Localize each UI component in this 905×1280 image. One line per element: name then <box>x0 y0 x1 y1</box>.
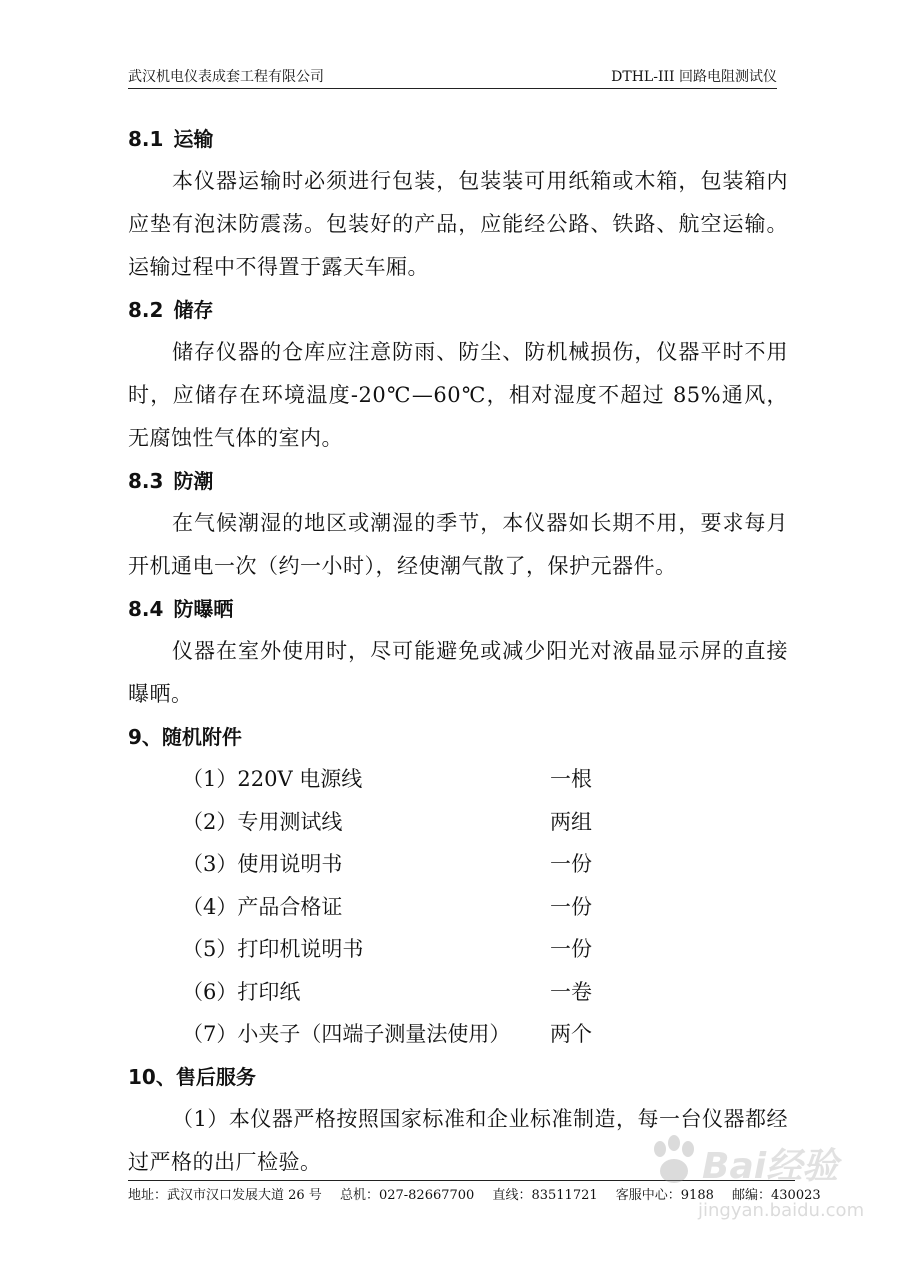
section-number: 8.4 <box>128 597 164 621</box>
item-name: 打印机说明书 <box>237 937 364 961</box>
list-item <box>128 1013 788 1056</box>
paragraph-transport: 本仪器运输时必须进行包装，包装装可用纸箱或木箱，包装箱内应垫有泡沫防震荡。包装好的产品，应能经公路、铁路、航空运输。运输过程中不得置于露天车厢。 <box>128 169 788 279</box>
item-name: 专用测试线 <box>237 809 343 834</box>
section-number: 8.1 <box>128 127 164 151</box>
paragraph-after-sales: （1）本仪器严格按照国家标准和企业标准制造，每一台仪器都经过严格的出厂检验。 <box>128 1106 788 1174</box>
section-title: 防潮 <box>173 469 214 493</box>
header-product: DTHL-III 回路电阻测试仪 <box>611 69 777 85</box>
list-item <box>128 971 788 1014</box>
paragraph-moisture: 在气候潮湿的地区或潮湿的季节，本仪器如长期不用，要求每月开机通电一次（约一小时），经使潮气散了，保护元器件。 <box>128 511 788 578</box>
item-name: 220V 电源线 <box>237 767 363 791</box>
item-quantity: 一卷 <box>550 979 592 1004</box>
item-index: （3） <box>182 852 238 876</box>
list-item <box>128 928 788 971</box>
section-heading-sunlight <box>128 588 788 630</box>
list-item <box>128 758 788 801</box>
item-quantity: 一根 <box>550 767 592 791</box>
watermark-brand: Bai经验 <box>702 1146 839 1187</box>
section-number: 10、 <box>128 1064 176 1089</box>
section-heading-accessories <box>128 716 788 758</box>
section-title: 防曝晒 <box>173 597 234 621</box>
item-name: 打印纸 <box>237 979 301 1004</box>
paw-icon <box>650 1135 698 1187</box>
item-quantity: 两个 <box>550 1022 592 1046</box>
footer-address: 地址：武汉市汉口发展大道 26 号 <box>128 1188 322 1203</box>
item-index: （4） <box>182 894 238 919</box>
section-title: 随机附件 <box>161 725 242 749</box>
item-name: 使用说明书 <box>237 852 343 876</box>
list-item <box>128 843 788 886</box>
baidu-watermark <box>650 1130 865 1250</box>
item-quantity: 两组 <box>550 809 592 834</box>
item-quantity: 一份 <box>550 852 592 876</box>
item-index: （1） <box>182 767 238 791</box>
footer-service-center: 客服中心：9188 <box>615 1188 714 1203</box>
section-number: 9、 <box>128 725 162 749</box>
item-index: （7） <box>182 1022 238 1046</box>
section-title: 运输 <box>173 127 214 151</box>
item-index: （2） <box>182 809 238 834</box>
footer-direct-line: 直线：83511721 <box>492 1188 598 1203</box>
section-heading-moisture <box>128 460 788 502</box>
item-name: 小夹子（四端子测量法使用） <box>237 1022 511 1046</box>
document-body <box>128 118 788 1184</box>
section-number: 8.3 <box>128 469 164 493</box>
section-heading-after-sales <box>128 1056 788 1098</box>
paragraph-storage: 储存仪器的仓库应注意防雨、防尘、防机械损伤，仪器平时不用时，应储存在环境温度-20℃—60℃，相对湿度不超过 85%通风，无腐蚀性气体的室内。 <box>128 340 788 450</box>
section-heading-storage <box>128 289 788 331</box>
section-title: 储存 <box>173 298 214 322</box>
item-name: 产品合格证 <box>237 894 343 919</box>
watermark-url: jingyan.baidu.com <box>698 1200 865 1221</box>
paragraph-sunlight: 仪器在室外使用时，尽可能避免或减少阳光对液晶显示屏的直接曝晒。 <box>128 639 788 706</box>
section-heading-transport <box>128 118 788 160</box>
accessory-list <box>128 758 788 1056</box>
item-quantity: 一份 <box>550 894 592 919</box>
list-item <box>128 886 788 929</box>
section-title: 售后服务 <box>175 1064 256 1089</box>
item-quantity: 一份 <box>550 937 592 961</box>
footer-postcode: 邮编：430023 <box>732 1188 821 1203</box>
item-index: （6） <box>182 979 238 1004</box>
list-item <box>128 801 788 844</box>
page-header <box>128 60 777 89</box>
header-company: 武汉机电仪表成套工程有限公司 <box>128 69 324 85</box>
section-number: 8.2 <box>128 298 164 322</box>
footer-phone: 总机：027-82667700 <box>339 1188 475 1203</box>
item-index: （5） <box>182 937 238 961</box>
